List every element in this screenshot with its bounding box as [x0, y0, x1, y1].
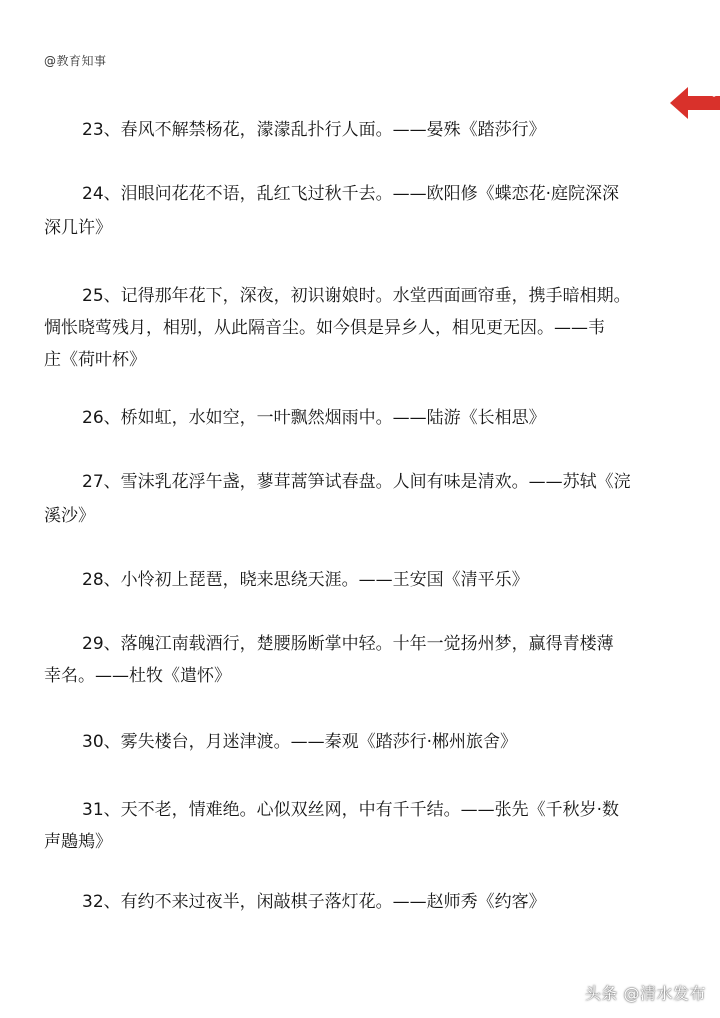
- entry-line: 32、有约不来过夜半，闲敲棋子落灯花。——赵师秀《约客》: [82, 892, 546, 912]
- entry-line: 26、桥如虹，水如空，一叶飘然烟雨中。——陆游《长相思》: [82, 408, 546, 428]
- poem-entry-29: [82, 628, 682, 660]
- poem-entry-30: [82, 726, 682, 758]
- poem-entry-24: [82, 178, 682, 210]
- poem-entry-31-cont: 声鶗鴂》: [44, 832, 112, 852]
- poem-entry-32: [82, 886, 682, 918]
- entry-line: 23、春风不解禁杨花，濛濛乱扑行人面。——晏殊《踏莎行》: [82, 120, 546, 140]
- header-label: @教育知事: [44, 54, 107, 68]
- poem-entry-24-cont: 深几许》: [44, 218, 112, 238]
- poem-entry-25-cont2: 庄《荷叶杯》: [44, 350, 146, 370]
- entry-line: 30、雾失楼台，月迷津渡。——秦观《踏莎行·郴州旅舍》: [82, 732, 518, 752]
- poem-entry-29-cont: 幸名。——杜牧《遣怀》: [44, 666, 231, 686]
- poem-entry-28: [82, 564, 682, 596]
- entry-line: 28、小怜初上琵琶，晓来思绕天涯。——王安国《清平乐》: [82, 570, 529, 590]
- poem-entry-27: [82, 466, 682, 498]
- poem-entry-27-cont: 溪沙》: [44, 506, 95, 526]
- poem-entry-25: [82, 280, 682, 312]
- poem-entry-26: [82, 402, 682, 434]
- watermark: 头条 @清水发布: [584, 984, 706, 1003]
- entry-line: 27、雪沫乳花浮午盏，蓼茸蒿笋试春盘。人间有味是清欢。——苏轼《浣: [82, 472, 631, 492]
- entry-line: 31、天不老，情难绝。心似双丝网，中有千千结。——张先《千秋岁·数: [82, 800, 620, 820]
- poem-entry-23: [82, 114, 682, 146]
- entry-line: 25、记得那年花下，深夜，初识谢娘时。水堂西面画帘垂，携手暗相期。: [82, 286, 631, 306]
- poem-entry-25-cont: 惆怅晓莺残月，相别，从此隔音尘。如今俱是异乡人，相见更无因。——韦: [44, 318, 605, 338]
- poem-entry-31: [82, 794, 682, 826]
- entry-line: 29、落魄江南载酒行，楚腰肠断掌中轻。十年一觉扬州梦，赢得青楼薄: [82, 634, 614, 654]
- entry-line: 24、泪眼问花花不语，乱红飞过秋千去。——欧阳修《蝶恋花·庭院深深: [82, 184, 620, 204]
- svg-text:1: 1: [712, 92, 716, 99]
